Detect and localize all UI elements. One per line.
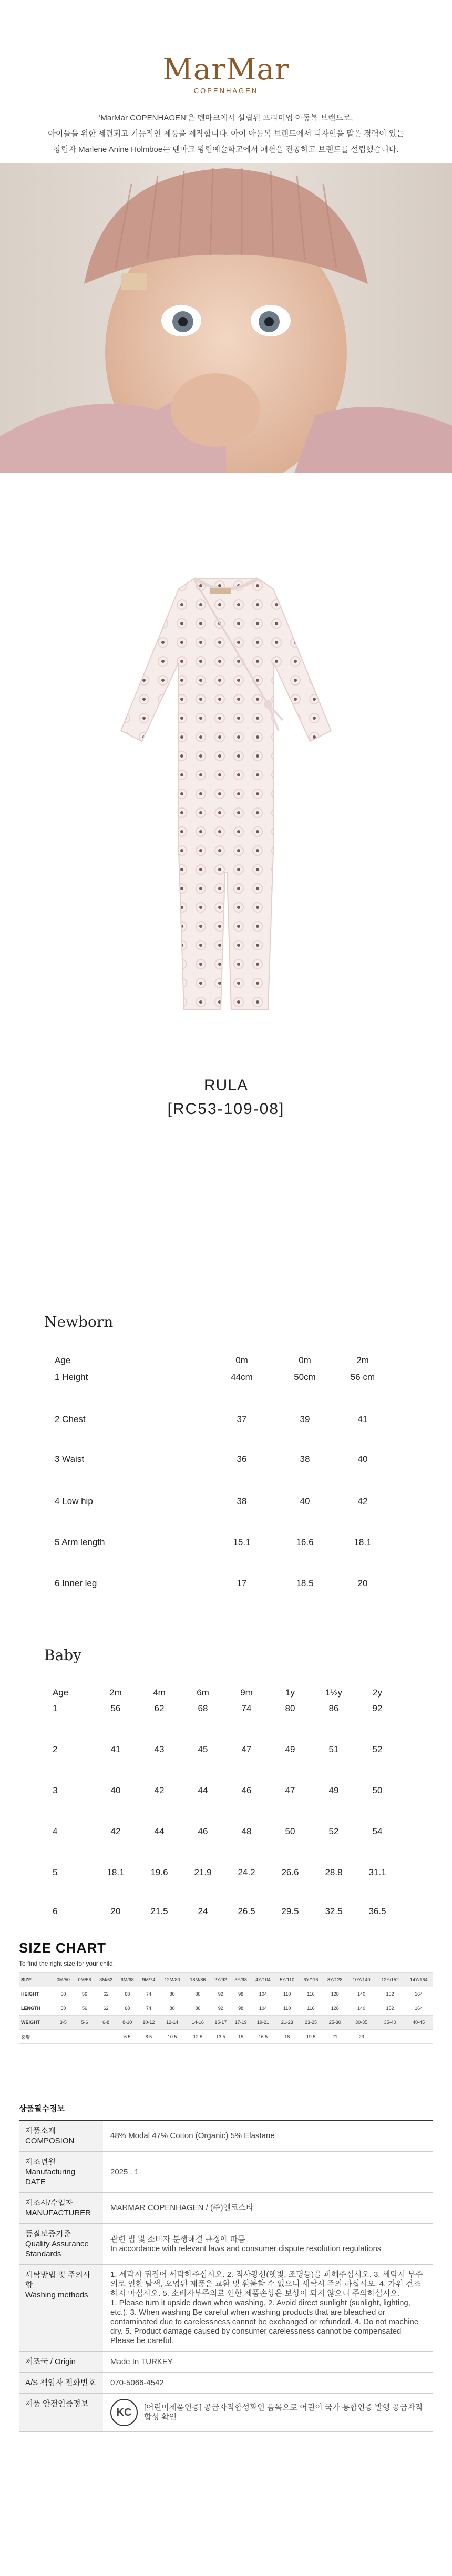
size-chart-cell: 15-17	[211, 2016, 231, 2030]
size-chart-cell	[404, 2030, 433, 2044]
size-chart-cell: 5Y/110	[275, 1973, 299, 1987]
size-chart-cell: 140	[347, 2001, 375, 2016]
table-cell: 42	[110, 1826, 121, 1836]
size-chart-cell: 0M/50	[53, 1973, 74, 1987]
size-chart-cell: 164	[404, 1987, 433, 2001]
table-cell: 1 Height	[55, 1372, 88, 1382]
size-chart-row	[19, 1987, 433, 2001]
size-chart-cell: 12.5	[185, 2030, 211, 2044]
intro-line: 아이들을 위한 세련되고 기능적인 제품을 제작합니다. 아이 아동복 브랜드에서 디자인을 맡은 경력이 있는	[48, 129, 404, 138]
table-header: 2y	[373, 1688, 382, 1698]
size-chart-cell	[95, 2030, 117, 2044]
size-chart-header-row	[19, 1973, 433, 1987]
table-cell: 18.1	[354, 1537, 372, 1547]
table-cell: 4 Low hip	[55, 1496, 93, 1506]
size-chart-cell: 10.5	[159, 2030, 185, 2044]
size-chart-cell: 116	[299, 2001, 323, 2016]
table-cell: 17	[237, 1578, 247, 1588]
table-cell: 56 cm	[350, 1372, 375, 1382]
table-cell: 44	[198, 1785, 208, 1795]
table-cell: 40	[357, 1454, 368, 1464]
table-cell: 36	[237, 1454, 247, 1464]
size-chart-cell: 23-25	[299, 2016, 323, 2030]
table-cell: 5	[53, 1867, 58, 1877]
table-header: 0m	[235, 1355, 248, 1365]
size-chart-cell: 110	[275, 1987, 299, 2001]
intro-line: 창립자 Marlene Anine Holmboe는 덴마크 왕립예술학교에서 패션을 전공하고 브랜드를 설립했습니다.	[53, 145, 399, 154]
table-cell: 52	[328, 1826, 339, 1836]
size-chart-cell: 18M/86	[185, 1973, 211, 1987]
table-cell: 44	[154, 1826, 165, 1836]
info-row	[19, 2265, 433, 2352]
table-cell: 29.5	[281, 1906, 299, 1916]
table-cell: 44cm	[231, 1372, 253, 1382]
size-chart-cell: 140	[347, 1987, 375, 2001]
info-row	[19, 2352, 433, 2373]
size-chart-title: SIZE CHART	[19, 1940, 106, 1956]
size-chart-cell: 50	[53, 2001, 74, 2016]
table-cell: 37	[237, 1414, 247, 1424]
table-cell: 42	[357, 1496, 368, 1506]
size-chart-cell: 80	[159, 2001, 185, 2016]
table-cell: 2 Chest	[55, 1414, 86, 1424]
table-cell: 46	[198, 1826, 208, 1836]
table-cell: 24	[198, 1906, 208, 1916]
info-value-text: 2025 . 1	[110, 2167, 139, 2176]
size-chart-cell: 25-30	[323, 2016, 347, 2030]
size-chart-cell: 15	[231, 2030, 251, 2044]
table-cell: 6	[53, 1906, 58, 1916]
size-chart-cell: 21-23	[275, 2016, 299, 2030]
table-cell: 74	[241, 1703, 252, 1713]
size-chart-cell: 6M/68	[117, 1973, 138, 1987]
table-cell: 80	[285, 1703, 295, 1713]
table-cell: 47	[285, 1785, 295, 1795]
size-chart-cell: 80	[159, 1987, 185, 2001]
size-chart-row	[19, 2030, 433, 2044]
size-chart-cell: 3Y/98	[231, 1973, 251, 1987]
size-chart-cell: 19.5	[299, 2030, 323, 2044]
size-chart-cell: 56	[74, 1987, 96, 2001]
size-chart-cell: 68	[117, 2001, 138, 2016]
table-cell: 52	[372, 1744, 383, 1754]
table-cell: 36.5	[368, 1906, 386, 1916]
table-cell: 6 Inner leg	[55, 1578, 97, 1588]
table-cell: 54	[372, 1826, 383, 1836]
info-value-text: 관련 법 및 소비자 분쟁해결 규정에 따름 In accordance with relevant laws and consumer dispute resolution regulations	[110, 2234, 382, 2253]
info-value-text: 1. 세탁시 뒤집어 세탁하주십시오. 2. 직사광선(햇빛, 조명등)을 피해주십시오. 3. 세탁시 부주의로 인한 탈색, 오염된 제품은 교환 및 환불할 수 없으니 세탁시 주의 하십시오. 4. 가위 건조하지 마십시오. 5. 소비자부주의로 인한 제품손상은 보상이 되지 않으니 주의하십시오. 1. Please turn it upside down when washing, 2. Avoid direct sunlight (sunlight, lighting, etc.). 3. When washing Be careful when washing products that are bleached or contaminated due to carelessness cannot be exchanged or refunded. 4. Do not machine dry. 5. Product damage caused by consumer carelessness cannot be compensated Please be careful.	[110, 2270, 423, 2345]
table-cell: 47	[241, 1744, 252, 1754]
size-chart-cell: 8Y/128	[323, 1973, 347, 1987]
table-header: 1½y	[325, 1688, 343, 1698]
table-header: 0m	[299, 1355, 311, 1365]
size-chart-cell: 104	[251, 1987, 275, 2001]
table-cell: 3	[53, 1785, 58, 1795]
table-cell: 62	[154, 1703, 165, 1713]
size-chart-cell: 50	[53, 1987, 74, 2001]
info-value-text: Made In TURKEY	[110, 2357, 173, 2366]
size-chart-cell: 3M/62	[95, 1973, 117, 1987]
info-value-text: MARMAR COPENHAGEN / (주)엔코스타	[110, 2203, 254, 2212]
table-cell: 40	[110, 1785, 121, 1795]
size-chart-cell: 17-19	[231, 2016, 251, 2030]
info-value	[103, 2352, 433, 2372]
size-chart-cell: 35-40	[376, 2016, 404, 2030]
table-cell: 19.6	[150, 1867, 168, 1877]
table-cell: 20	[110, 1906, 121, 1916]
info-label: 제조년월 Manufacturing DATE	[19, 2152, 103, 2192]
table-cell: 26.6	[281, 1867, 299, 1877]
brand-logo: MarMar	[162, 53, 290, 87]
table-header: 9m	[240, 1688, 253, 1698]
size-chart-cell: 14Y/164	[404, 1973, 433, 1987]
size-chart-cell: LENGTH	[19, 2001, 53, 2016]
table-cell: 50	[372, 1785, 383, 1795]
info-label: 제조사/수입자 MANUFACTURER	[19, 2193, 103, 2223]
table-cell: 43	[154, 1744, 165, 1754]
info-row	[19, 2394, 433, 2432]
table-cell: 92	[372, 1703, 383, 1713]
product-image	[116, 557, 336, 1020]
size-chart-cell: 74	[138, 2001, 160, 2016]
size-chart-cell: 10Y/140	[347, 1973, 375, 1987]
info-label: 제품 안전인증정보	[19, 2394, 103, 2431]
size-chart-cell: 19-21	[251, 2016, 275, 2030]
size-chart-cell: 0M/56	[74, 1973, 96, 1987]
size-chart-cell: 86	[185, 2001, 211, 2016]
table-cell: 50	[285, 1826, 295, 1836]
table-cell: 32.5	[325, 1906, 343, 1916]
size-chart-cell: 128	[323, 1987, 347, 2001]
info-label: 제품소재 COMPOSION	[19, 2121, 103, 2151]
size-chart-cell: 8-10	[117, 2016, 138, 2030]
table-cell: 38	[237, 1496, 247, 1506]
size-chart-cell: 152	[376, 2001, 404, 2016]
size-chart-cell: 3-5	[53, 2016, 74, 2030]
table-cell: 1	[53, 1703, 58, 1713]
table-cell: 21.9	[194, 1867, 212, 1877]
table-header: 2m	[356, 1355, 369, 1365]
size-chart-cell: 23	[347, 2030, 375, 2044]
size-chart-cell: 6.5	[117, 2030, 138, 2044]
baby-title: Baby	[44, 1647, 82, 1664]
size-chart-cell: 21	[323, 2030, 347, 2044]
table-cell: 4	[53, 1826, 58, 1836]
size-chart-table	[19, 1972, 433, 2044]
size-chart-cell: 4Y/104	[251, 1973, 275, 1987]
size-chart-cell: 98	[231, 1987, 251, 2001]
size-chart-cell: 2Y/92	[211, 1973, 231, 1987]
size-chart-cell: 13.5	[211, 2030, 231, 2044]
size-chart-cell: 68	[117, 1987, 138, 2001]
size-chart-cell: 9M/74	[138, 1973, 160, 1987]
info-value	[103, 2394, 433, 2431]
table-cell: 49	[285, 1744, 295, 1754]
table-cell: 28.8	[325, 1867, 343, 1877]
size-chart-cell: 128	[323, 2001, 347, 2016]
table-cell: 18.5	[296, 1578, 314, 1588]
info-value	[103, 2265, 433, 2351]
size-chart-cell: 62	[95, 1987, 117, 2001]
size-chart-cell: 8.5	[138, 2030, 160, 2044]
size-chart-cell: 40-45	[404, 2016, 433, 2030]
size-chart-cell: 12Y/152	[376, 1973, 404, 1987]
info-row	[19, 2193, 433, 2224]
size-chart-cell: 74	[138, 1987, 160, 2001]
size-chart-cell: 18	[275, 2030, 299, 2044]
size-chart-cell: 164	[404, 2001, 433, 2016]
table-cell: 3 Waist	[55, 1454, 85, 1464]
table-cell: 45	[198, 1744, 208, 1754]
brand-subtitle: COPENHAGEN	[193, 87, 259, 95]
product-code: [RC53-109-08]	[167, 1100, 285, 1118]
info-label: A/S 책임자 전화번호	[19, 2373, 103, 2393]
table-header: Age	[55, 1355, 71, 1365]
table-cell: 68	[198, 1703, 208, 1713]
table-cell: 56	[110, 1703, 121, 1713]
table-cell: 86	[328, 1703, 339, 1713]
size-chart-cell	[376, 2030, 404, 2044]
info-value-text: [어린이제품인증] 공급자적합성확인 품목으로 어린이 국가 통합인증 발행 공급자적합성 확인	[144, 2403, 423, 2421]
table-cell: 26.5	[238, 1906, 255, 1916]
size-chart-cell: 5-6	[74, 2016, 96, 2030]
info-row	[19, 2120, 433, 2152]
table-cell: 42	[154, 1785, 165, 1795]
info-label: 품질보증기준 Quality Assurance Standards	[19, 2224, 103, 2264]
info-row	[19, 2373, 433, 2394]
table-header: Age	[53, 1688, 69, 1698]
table-cell: 49	[328, 1785, 339, 1795]
brand-intro	[0, 110, 452, 158]
intro-line: 'MarMar COPENHAGEN'은 덴마크에서 설립된 프리미엄 아동복 브랜드로,	[99, 114, 353, 122]
table-cell: 46	[241, 1785, 252, 1795]
info-value	[103, 2224, 433, 2264]
size-chart-subtitle: To find the right size for your child.	[19, 1960, 115, 1967]
size-chart-cell: 98	[231, 2001, 251, 2016]
size-chart-cell: 중량	[19, 2030, 53, 2044]
info-value	[103, 2152, 433, 2192]
size-chart-cell: 62	[95, 2001, 117, 2016]
size-chart-cell: 86	[185, 1987, 211, 2001]
info-value	[103, 2193, 433, 2223]
size-chart-cell	[53, 2030, 74, 2044]
table-cell: 41	[357, 1414, 368, 1424]
table-cell: 16.6	[296, 1537, 314, 1547]
kc-certification-icon: KC	[110, 2399, 138, 2426]
info-label: 제조국 / Origin	[19, 2352, 103, 2372]
size-chart-cell: SIZE	[19, 1973, 53, 1987]
table-cell: 21.5	[150, 1906, 168, 1916]
size-chart-cell: 16.5	[251, 2030, 275, 2044]
info-row	[19, 2224, 433, 2265]
table-cell: 5 Arm length	[55, 1537, 105, 1547]
table-header: 1y	[285, 1688, 295, 1698]
info-title: 상품필수정보	[19, 2104, 65, 2113]
table-cell: 2	[53, 1744, 58, 1754]
product-info-table	[19, 2120, 433, 2432]
size-chart-cell: 30-35	[347, 2016, 375, 2030]
table-header: 4m	[153, 1688, 166, 1698]
size-chart-cell: 152	[376, 1987, 404, 2001]
size-chart-cell: HEIGHT	[19, 1987, 53, 2001]
size-chart-cell: 14-16	[185, 2016, 211, 2030]
size-chart-cell: 92	[211, 1987, 231, 2001]
size-chart-cell: 116	[299, 1987, 323, 2001]
size-chart-cell: 110	[275, 2001, 299, 2016]
info-label: 세탁방법 및 주의사항 Washing methods	[19, 2265, 103, 2351]
size-chart-cell: 6Y/116	[299, 1973, 323, 1987]
size-chart-cell: 6-8	[95, 2016, 117, 2030]
size-chart-row	[19, 2016, 433, 2030]
size-chart-cell: 104	[251, 2001, 275, 2016]
size-chart-cell: 12M/80	[159, 1973, 185, 1987]
size-chart-cell: 92	[211, 2001, 231, 2016]
table-cell: 48	[241, 1826, 252, 1836]
table-header: 6m	[197, 1688, 209, 1698]
info-value	[103, 2121, 433, 2151]
table-cell: 40	[300, 1496, 310, 1506]
product-name: RULA	[203, 1077, 249, 1094]
table-cell: 41	[110, 1744, 121, 1754]
table-header: 2m	[109, 1688, 122, 1698]
table-cell: 39	[300, 1414, 310, 1424]
table-cell: 15.1	[233, 1537, 251, 1547]
table-cell: 50cm	[294, 1372, 316, 1382]
info-value	[103, 2373, 433, 2393]
size-chart-row	[19, 2001, 433, 2016]
size-chart-cell: 12-14	[159, 2016, 185, 2030]
table-cell: 31.1	[368, 1867, 386, 1877]
info-value-text: 070-5066-4542	[110, 2378, 164, 2387]
table-cell: 51	[328, 1744, 339, 1754]
table-cell: 20	[357, 1578, 368, 1588]
table-cell: 38	[300, 1454, 310, 1464]
info-value-text: 48% Modal 47% Cotton (Organic) 5% Elastane	[110, 2131, 275, 2140]
info-row	[19, 2152, 433, 2193]
size-chart-cell	[74, 2030, 96, 2044]
newborn-title: Newborn	[44, 1313, 114, 1331]
size-chart-cell: 56	[74, 2001, 96, 2016]
baby-photo	[0, 163, 452, 473]
table-cell: 24.2	[238, 1867, 255, 1877]
table-cell: 18.1	[107, 1867, 125, 1877]
size-chart-cell: 10-12	[138, 2016, 160, 2030]
size-chart-cell: WEIGHT	[19, 2016, 53, 2030]
